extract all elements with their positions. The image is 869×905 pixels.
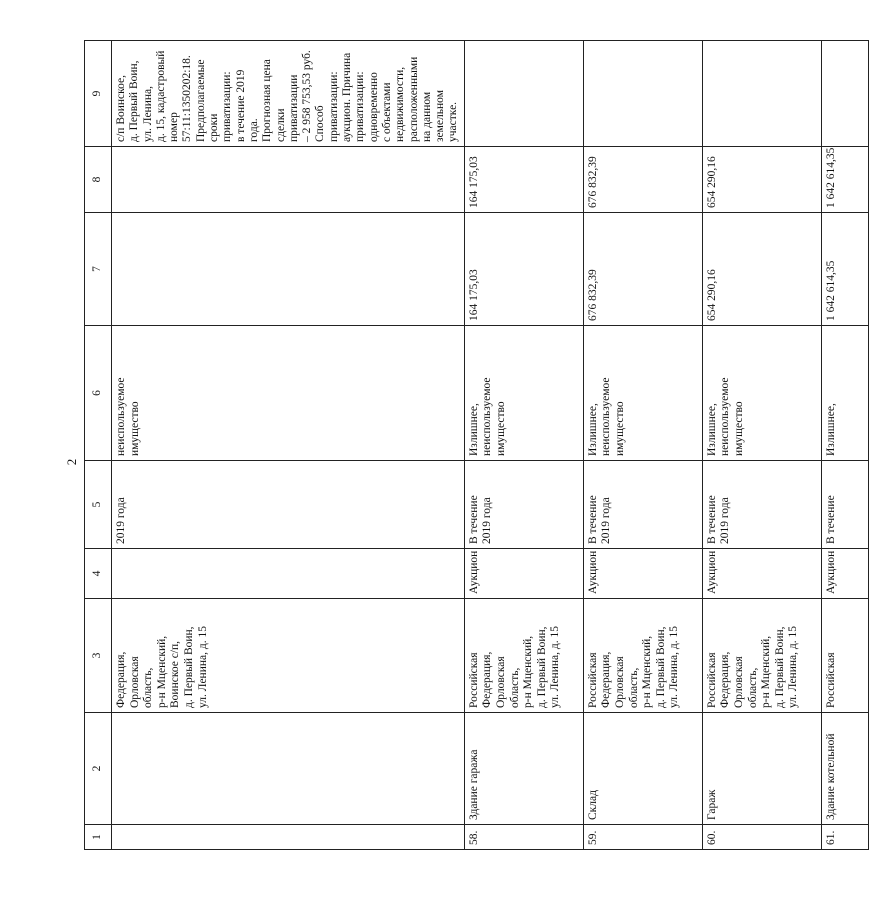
cell-value-8: 1 642 614,35 — [821, 147, 868, 213]
column-header: 2 — [85, 713, 112, 825]
cell-reason: Излишнее, — [821, 326, 868, 461]
cell-note — [821, 41, 868, 147]
column-header: 4 — [85, 549, 112, 599]
cell-address: Российская Федерация, Орловская область, р-н Мценский, д. Первый Воин, ул. Ленина, д. 15 — [583, 599, 702, 713]
cell-name: Склад — [583, 713, 702, 825]
cell-name: Гараж — [702, 713, 821, 825]
cell-name: Здание котельной — [821, 713, 868, 825]
cell-name: Здание гаража — [464, 713, 583, 825]
cell-reason: Излишнее, неиспользуемое имущество — [702, 326, 821, 461]
cell-value-8: 676 832,39 — [583, 147, 702, 213]
cell-method — [112, 549, 465, 599]
cell-address: Федерация, Орловская область, р-н Мценский, Воинское с/п, д. Первый Воин, ул. Ленина, д. 15 — [112, 599, 465, 713]
cell-method: Аукцион — [702, 549, 821, 599]
cell-value-7: 164 175,03 — [464, 213, 583, 326]
column-header: 1 — [85, 825, 112, 850]
cell-num: 60. — [702, 825, 821, 850]
table-row — [821, 41, 868, 850]
column-header: 3 — [85, 599, 112, 713]
cell-reason: неиспользуемое имущество — [112, 326, 465, 461]
page-number: 2 — [64, 458, 79, 466]
cell-num: 61. — [821, 825, 868, 850]
table-row — [464, 41, 583, 850]
cell-address: Российская Федерация, Орловская область, р-н Мценский, д. Первый Воин, ул. Ленина, д. 15 — [702, 599, 821, 713]
cell-value-8: 164 175,03 — [464, 147, 583, 213]
cell-method: Аукцион — [821, 549, 868, 599]
cell-term: В течение 2019 года — [702, 461, 821, 549]
cell-name — [112, 713, 465, 825]
cell-term: В течение 2019 года — [583, 461, 702, 549]
cell-address: Российская Федерация, Орловская область, р-н Мценский, д. Первый Воин, ул. Ленина, д. 15 — [464, 599, 583, 713]
cell-method: Аукцион — [583, 549, 702, 599]
cell-num: 59. — [583, 825, 702, 850]
privatization-table — [84, 40, 869, 850]
column-header: 6 — [85, 326, 112, 461]
cell-term: 2019 года — [112, 461, 465, 549]
cell-value-7: 1 642 614,35 — [821, 213, 868, 326]
cell-num: 58. — [464, 825, 583, 850]
cell-num — [112, 825, 465, 850]
table-header-row — [85, 41, 112, 850]
table-row-continuation — [112, 41, 465, 850]
cell-reason: Излишнее, неиспользуемое имущество — [464, 326, 583, 461]
cell-address: Российская — [821, 599, 868, 713]
cell-method: Аукцион — [464, 549, 583, 599]
privatization-table-wrapper — [84, 41, 837, 850]
cell-term: В течение 2019 года — [464, 461, 583, 549]
cell-reason: Излишнее, неиспользуемое имущество — [583, 326, 702, 461]
table-row — [702, 41, 821, 850]
column-header: 9 — [85, 41, 112, 147]
cell-note: с/п Воинское, д. Первый Воин, ул. Ленина, д. 15, кадастровый номер 57:11:1350202:18. Предполагаемые сроки приватизации: в течение 2019 года. Прогнозная цена сделки приватизации – 2 958 753,53 руб. Способ приватизации: аукцион. Причина приватизации: одновременно с объектами недвижимости, расположенными на данном земельном участке. — [112, 41, 465, 147]
cell-term: В течение — [821, 461, 868, 549]
cell-value-8: 654 290,16 — [702, 147, 821, 213]
cell-value-8 — [112, 147, 465, 213]
cell-value-7 — [112, 213, 465, 326]
column-header: 8 — [85, 147, 112, 213]
cell-note — [464, 41, 583, 147]
column-header: 5 — [85, 461, 112, 549]
column-header: 7 — [85, 213, 112, 326]
cell-note — [583, 41, 702, 147]
table-row — [583, 41, 702, 850]
cell-note — [702, 41, 821, 147]
cell-value-7: 654 290,16 — [702, 213, 821, 326]
cell-value-7: 676 832,39 — [583, 213, 702, 326]
